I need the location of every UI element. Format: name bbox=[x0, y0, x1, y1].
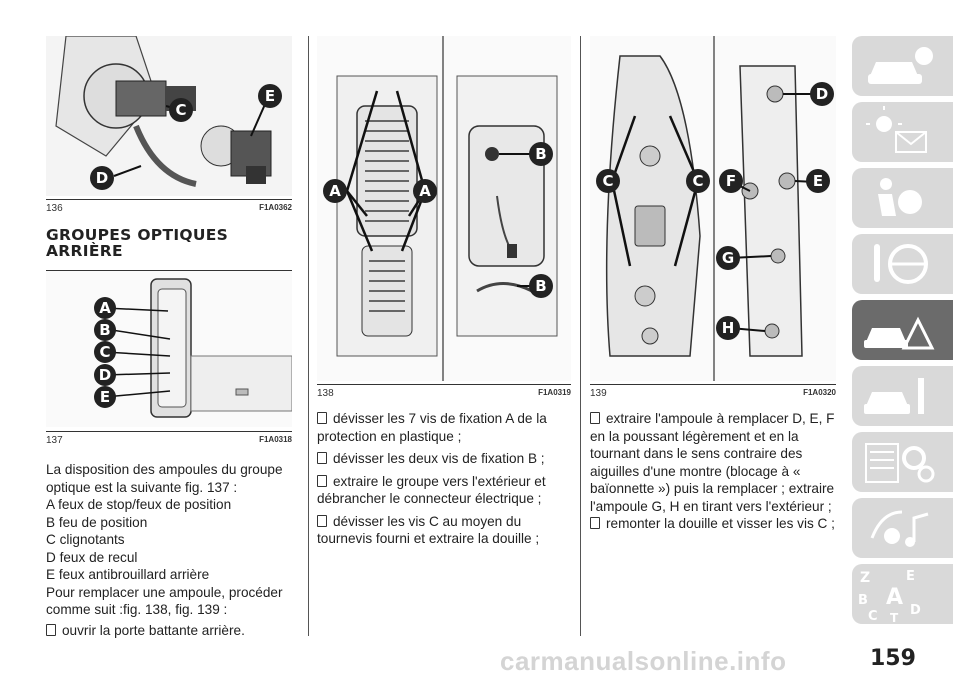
multimedia-icon bbox=[852, 498, 953, 558]
figure-139 bbox=[590, 36, 836, 381]
fig137-label-a: A bbox=[99, 299, 111, 317]
column-divider-1 bbox=[308, 36, 309, 636]
section-title-line2: ARRIÈRE bbox=[46, 242, 123, 260]
step-text: remonter la douille et visser les vis C ; bbox=[606, 516, 835, 531]
index-icon bbox=[852, 564, 953, 624]
index-letter: D bbox=[910, 603, 921, 618]
step-item bbox=[317, 513, 575, 548]
step-item bbox=[590, 515, 842, 533]
fig139-label-e: E bbox=[812, 172, 824, 190]
index-letter: Z bbox=[860, 570, 871, 586]
step-text: dévisser les vis C au moyen du tournevis fourni et extraire la douille ; bbox=[317, 513, 540, 546]
column-3-text bbox=[590, 410, 842, 533]
index-letter: E bbox=[906, 569, 915, 584]
watermark: carmanualsonline.info bbox=[500, 646, 787, 676]
figure-136-illustration bbox=[46, 36, 292, 196]
bulb-list-item-c: C clignotants bbox=[46, 532, 125, 547]
figure-138-code: F1A0319 bbox=[538, 388, 571, 397]
index-letter: A bbox=[886, 585, 904, 610]
bulb-list-item-e: E feux antibrouillard arrière bbox=[46, 567, 210, 582]
procedure-paragraph: Pour remplacer une ampoule, procéder comme suit :fig. 138, fig. 139 : bbox=[46, 584, 283, 617]
figure-136 bbox=[46, 36, 292, 196]
fig137-label-e: E bbox=[99, 388, 111, 406]
fig138-label-a-right: A bbox=[419, 182, 431, 200]
emergency-icon bbox=[852, 300, 953, 360]
tab-driving[interactable] bbox=[852, 234, 953, 294]
column-2-text bbox=[317, 410, 575, 548]
tab-technical-data[interactable] bbox=[852, 432, 953, 492]
warning-lights-icon bbox=[852, 102, 953, 162]
checkbox-bullet-icon bbox=[46, 624, 56, 636]
checkbox-bullet-icon bbox=[590, 412, 600, 424]
figure-138-number: 138 bbox=[317, 388, 334, 399]
fig139-label-g: G bbox=[721, 249, 735, 267]
tab-safety[interactable] bbox=[852, 168, 953, 228]
step-text: ouvrir la porte battante arrière. bbox=[62, 622, 245, 638]
checkbox-bullet-icon bbox=[317, 412, 327, 424]
fig139-label-h: H bbox=[721, 319, 735, 337]
maintenance-icon bbox=[852, 366, 953, 426]
car-info-icon bbox=[852, 36, 953, 96]
section-title bbox=[46, 227, 228, 259]
section-title-line1: GROUPES OPTIQUES bbox=[46, 226, 229, 244]
step-text: extraire l'ampoule à remplacer D, E, F en la poussant légèrement et en la tournant dans le sens contraire des aiguilles d'une montre (blocage à « baïonnette ») puis la remplacer ; extraire l'ampoule G, H en tirant vers l'extérieur ; bbox=[590, 411, 835, 514]
fig138-label-b-top: B bbox=[535, 145, 547, 163]
fig136-label-d: D bbox=[95, 169, 109, 187]
safety-airbag-icon bbox=[852, 168, 953, 228]
checkbox-bullet-icon bbox=[317, 515, 327, 527]
steering-wheel-icon bbox=[852, 234, 953, 294]
page-number: 159 bbox=[870, 646, 916, 671]
intro-paragraph: La disposition des ampoules du groupe optique est la suivante fig. 137 : bbox=[46, 462, 283, 495]
fig137-label-c: C bbox=[99, 343, 111, 361]
step-item bbox=[317, 450, 575, 468]
tab-warning-lights[interactable] bbox=[852, 102, 953, 162]
bulb-list-item-d: D feux de recul bbox=[46, 549, 138, 565]
fig138-label-a-left: A bbox=[329, 182, 341, 200]
figure-139-illustration bbox=[590, 36, 836, 381]
figure-136-code: F1A0362 bbox=[259, 203, 292, 212]
tab-emergency[interactable] bbox=[852, 300, 953, 360]
figure-137 bbox=[46, 270, 292, 429]
fig139-label-c-left: C bbox=[602, 172, 614, 190]
figure-138 bbox=[317, 36, 571, 381]
index-letter: B bbox=[858, 593, 868, 608]
step-item bbox=[317, 473, 575, 508]
figure-136-number: 136 bbox=[46, 203, 63, 214]
figure-139-caption bbox=[590, 384, 836, 399]
step-item bbox=[46, 622, 298, 640]
step-text: dévisser les deux vis de fixation B ; bbox=[333, 451, 545, 466]
figure-137-code: F1A0318 bbox=[259, 435, 292, 444]
bulb-list-item-b: B feu de position bbox=[46, 514, 148, 530]
figure-136-caption bbox=[46, 199, 292, 214]
figure-139-number: 139 bbox=[590, 388, 607, 399]
bulb-list-item-a: A feux de stop/feux de position bbox=[46, 497, 232, 512]
fig139-label-c-right: C bbox=[692, 172, 704, 190]
step-item bbox=[590, 410, 842, 515]
figure-137-illustration bbox=[46, 271, 292, 427]
figure-138-illustration bbox=[317, 36, 571, 381]
figure-137-caption bbox=[46, 431, 292, 446]
fig137-label-b: B bbox=[99, 321, 111, 339]
fig139-label-d: D bbox=[815, 85, 829, 103]
step-text: dévisser les 7 vis de fixation A de la protection en plastique ; bbox=[317, 411, 547, 444]
step-item bbox=[317, 410, 575, 445]
figure-139-code: F1A0320 bbox=[803, 388, 836, 397]
tab-multimedia[interactable] bbox=[852, 498, 953, 558]
figure-137-number: 137 bbox=[46, 435, 63, 446]
technical-data-icon bbox=[852, 432, 953, 492]
checkbox-bullet-icon bbox=[590, 517, 600, 529]
column-1-text bbox=[46, 461, 298, 639]
column-divider-2 bbox=[580, 36, 581, 636]
tab-car-info[interactable] bbox=[852, 36, 953, 96]
checkbox-bullet-icon bbox=[317, 452, 327, 464]
fig136-label-e: E bbox=[264, 87, 276, 105]
index-letter: T bbox=[890, 611, 899, 624]
fig137-label-d: D bbox=[98, 366, 112, 384]
step-text: extraire le groupe vers l'extérieur et débrancher le connecteur électrique ; bbox=[317, 473, 546, 506]
fig136-label-c: C bbox=[175, 101, 187, 119]
tab-maintenance[interactable] bbox=[852, 366, 953, 426]
fig138-label-b-bottom: B bbox=[535, 277, 547, 295]
fig139-label-f: F bbox=[725, 172, 737, 190]
index-letter: C bbox=[868, 609, 878, 624]
checkbox-bullet-icon bbox=[317, 475, 327, 487]
figure-138-caption bbox=[317, 384, 571, 399]
tab-index[interactable] bbox=[852, 564, 953, 624]
